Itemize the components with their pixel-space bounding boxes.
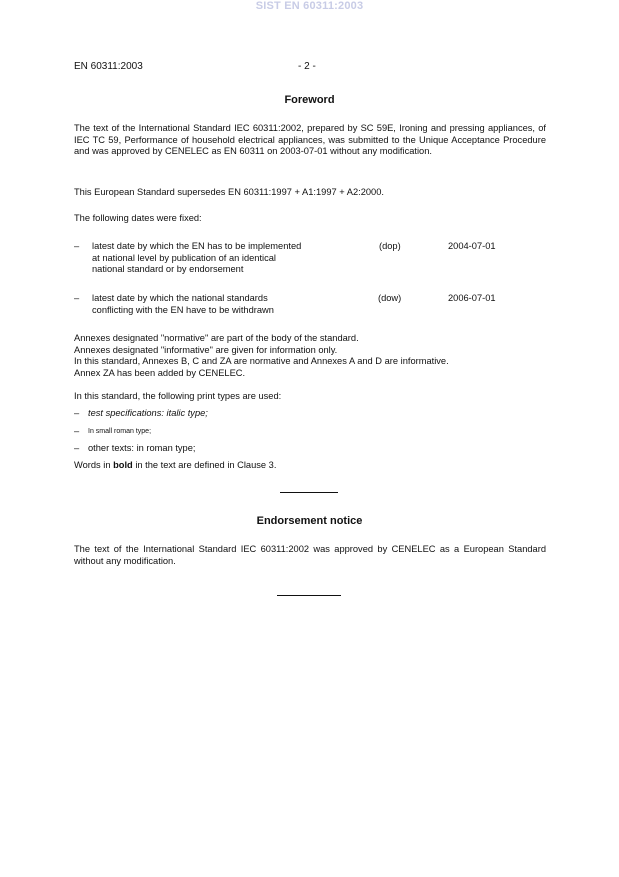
list-dash: – xyxy=(74,241,80,251)
print-type-small: In small roman type; xyxy=(88,428,152,435)
date-description-line: conflicting with the EN have to be withdrawn xyxy=(92,304,274,315)
print-type-roman: other texts: in roman type; xyxy=(88,443,196,453)
date-description-line: latest date by which the national standards xyxy=(92,293,268,303)
list-dash: – xyxy=(74,408,80,418)
list-dash: – xyxy=(74,426,80,436)
foreword-paragraph-1: The text of the International Standard IEC 60311:2002, prepared by SC 59E, Ironing and pressing appliances, of IEC TC 59, Performance of household electrical appliances, was submitted to the Unique Acceptance Procedure and was approved by CENELEC as EN 60311 on 2003-07-01 without any modification. xyxy=(74,123,546,156)
page-number: - 2 - xyxy=(298,61,316,72)
annex-line: Annex ZA has been added by CENELEC. xyxy=(74,367,246,378)
watermark: SIST EN 60311:2003 xyxy=(255,0,364,12)
bold-note-pre: Words in xyxy=(74,460,114,470)
list-dash: – xyxy=(74,443,80,453)
end-divider xyxy=(277,595,341,596)
foreword-paragraph-2: This European Standard supersedes EN 60311:1997 + A1:1997 + A2:2000. xyxy=(74,187,384,197)
date-code-dop: (dop) xyxy=(379,241,401,251)
date-description-line: latest date by which the EN has to be implemented xyxy=(92,241,302,251)
print-types-intro: In this standard, the following print types are used: xyxy=(74,391,282,401)
date-value-dow: 2006-07-01 xyxy=(448,293,496,303)
foreword-paragraph-3: The following dates were fixed: xyxy=(74,213,202,223)
bold-note-bold: bold xyxy=(113,460,133,470)
bold-note-post: in the text are defined in Clause 3. xyxy=(132,460,277,470)
endorsement-paragraph: The text of the International Standard IEC 60311:2002 was approved by CENELEC as a European Standard without any modification. xyxy=(74,544,546,566)
bold-definition-note xyxy=(74,460,276,472)
annex-line: Annexes designated "normative" are part of the body of the standard. xyxy=(74,333,359,343)
foreword-title: Foreword xyxy=(284,94,335,106)
date-code-dow: (dow) xyxy=(378,293,402,303)
date-description-line: at national level by publication of an identical xyxy=(92,252,276,263)
date-description-line: national standard or by endorsement xyxy=(92,264,244,274)
date-description-dop xyxy=(92,241,301,276)
annex-line: In this standard, Annexes B, C and ZA are normative and Annexes A and D are informative. xyxy=(74,356,449,366)
annex-notes xyxy=(74,333,449,379)
endorsement-title: Endorsement notice xyxy=(256,515,363,527)
document-id: EN 60311:2003 xyxy=(74,61,143,72)
print-type-italic: test specifications: italic type; xyxy=(88,408,208,418)
date-description-dow xyxy=(92,293,274,316)
annex-line: Annexes designated "informative" are given for information only. xyxy=(74,344,338,355)
section-divider xyxy=(280,492,338,493)
list-dash: – xyxy=(74,293,80,303)
date-value-dop: 2004-07-01 xyxy=(448,241,496,251)
